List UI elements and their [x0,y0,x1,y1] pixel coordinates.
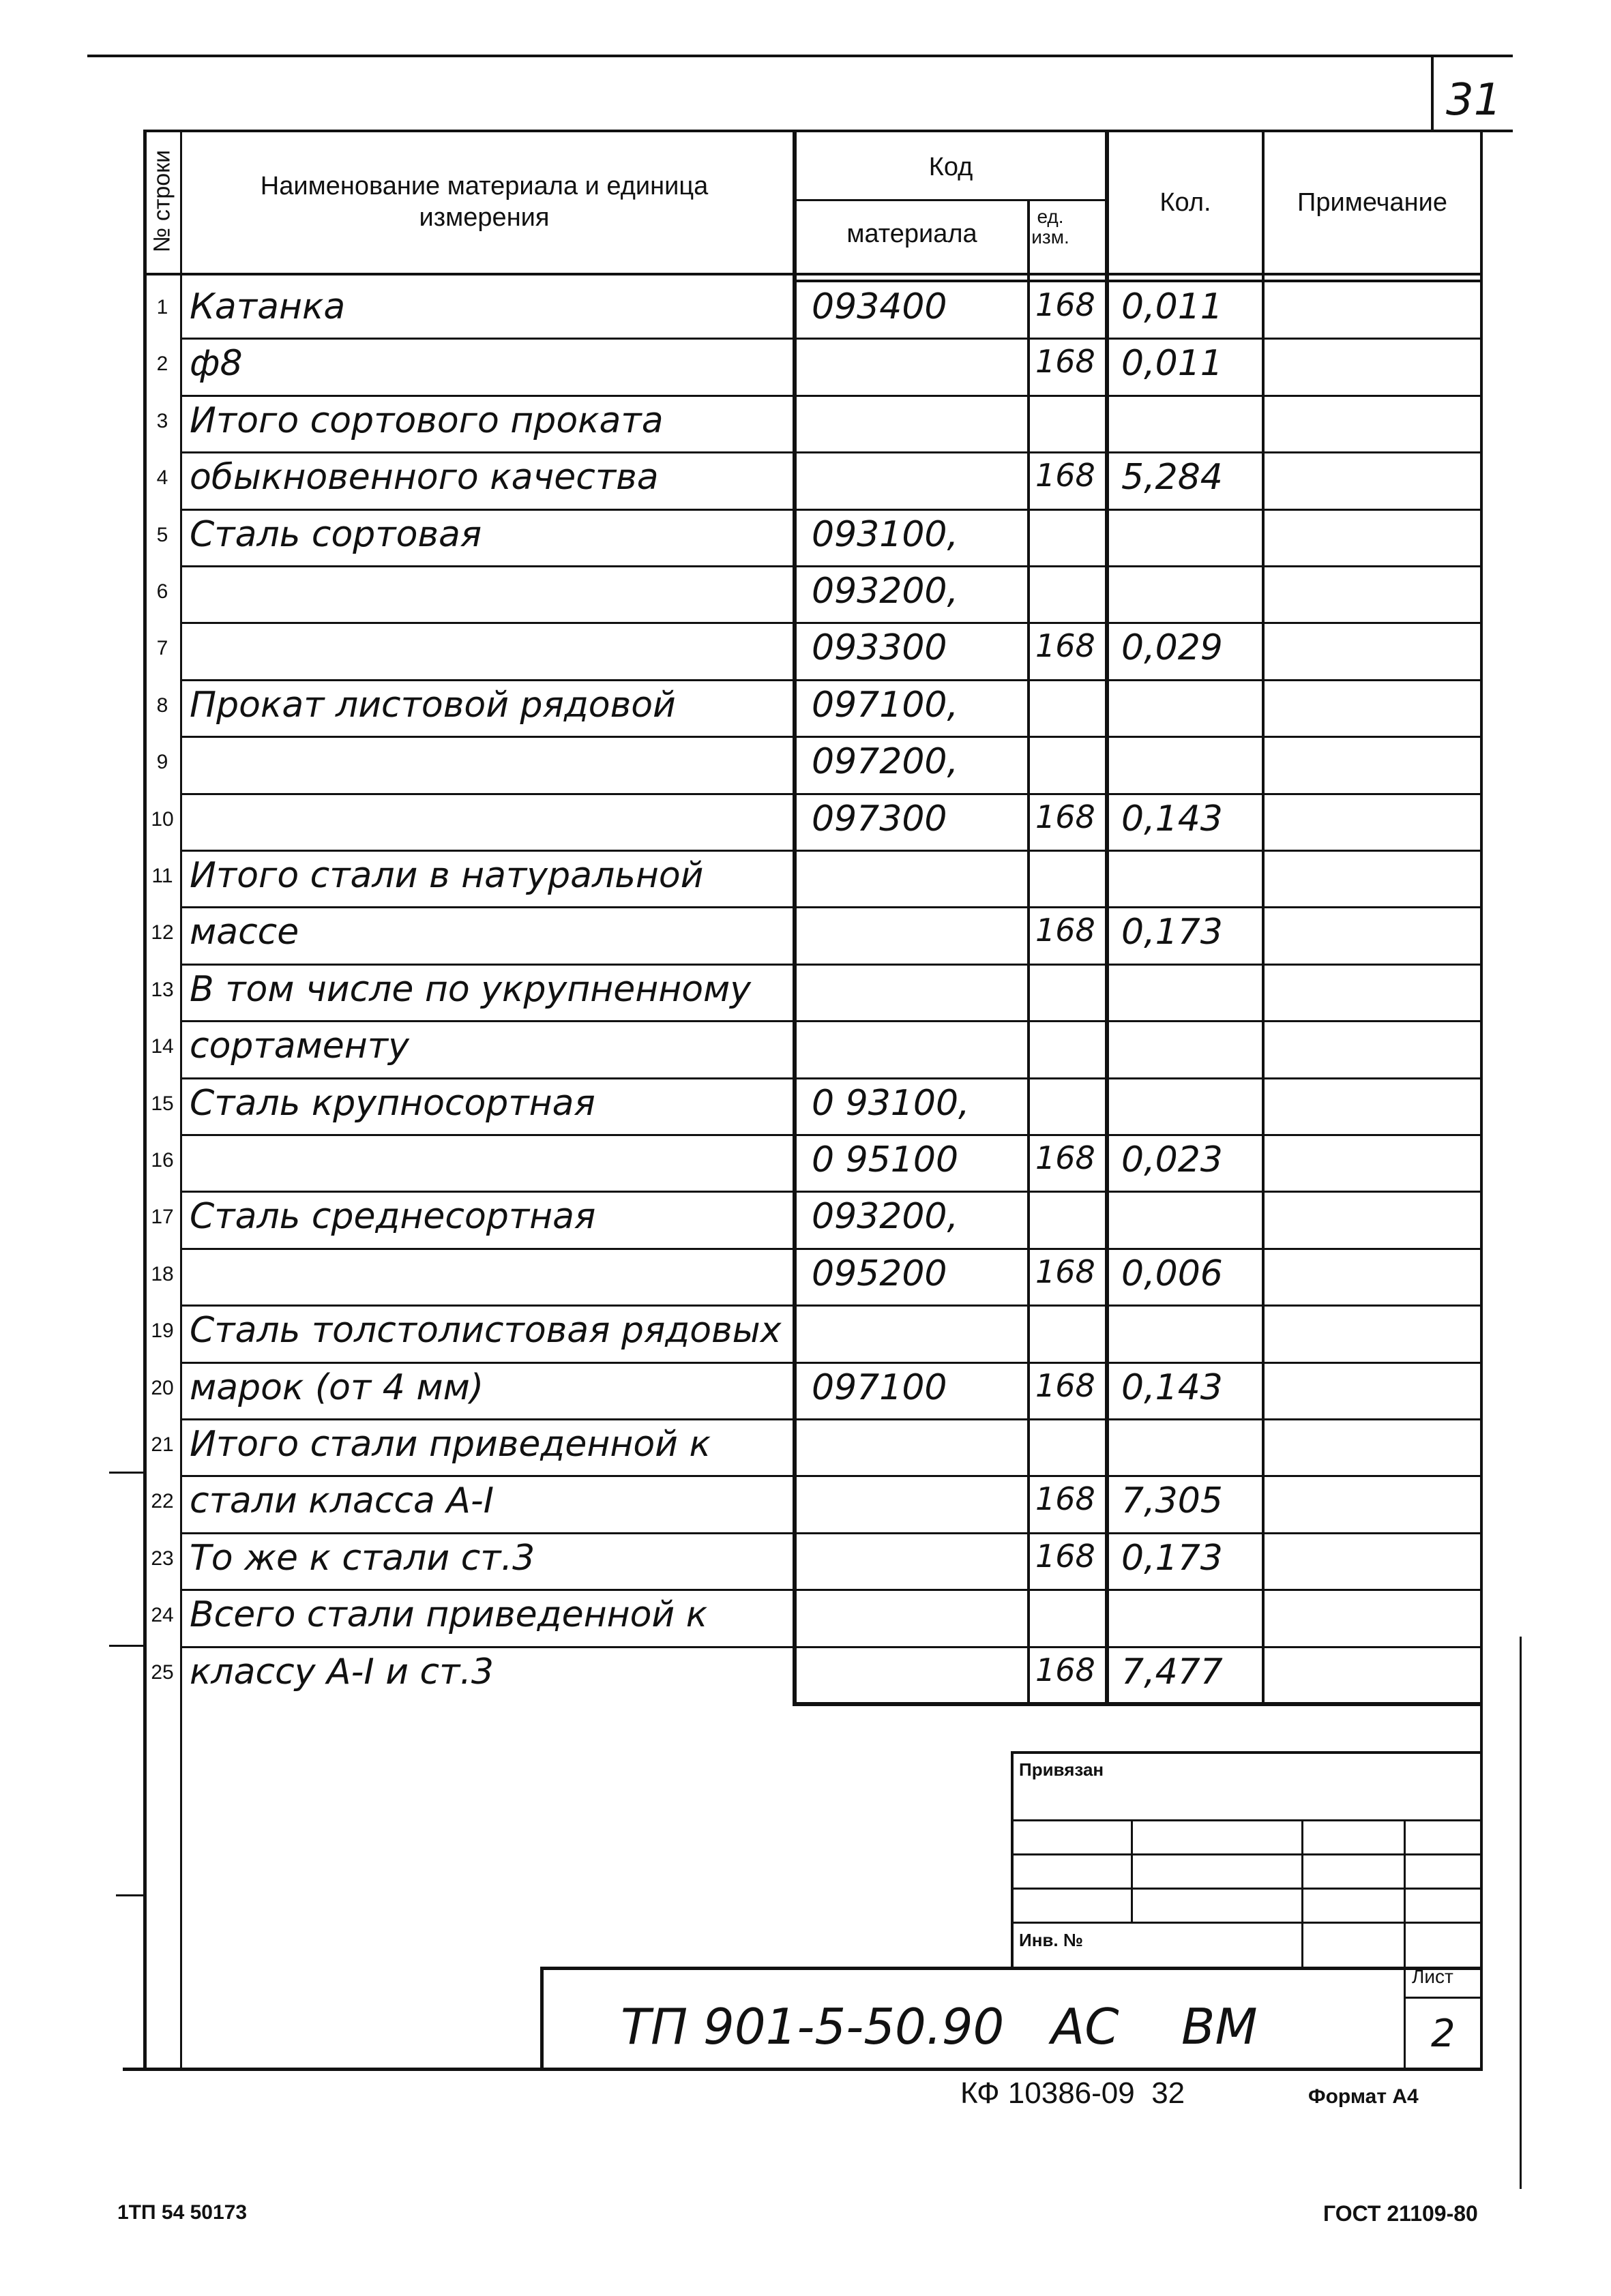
col-note-left [1262,130,1265,1705]
quantity: 0,011 [1121,286,1223,327]
row-divider [180,1020,1480,1022]
col-qty-left [1105,130,1109,1705]
header-bottom-rule [143,273,1483,275]
material-name: Итого стали в натуральной [190,855,704,896]
quantity: 0,143 [1121,799,1223,839]
unit-code: 168 [1035,1652,1095,1688]
frame-bottom [123,2068,1483,2071]
table-bottom [793,1702,1483,1706]
material-code: 093200, [812,571,959,612]
row-divider [180,395,1480,397]
material-name: Всего стали приведенной к [190,1594,708,1635]
unit-code: 168 [1035,1253,1095,1290]
quantity: 0,029 [1121,627,1223,668]
row-number: 20 [151,1377,174,1399]
col-code-left [793,130,797,1705]
tb-main-left [540,1967,544,2069]
unit-code: 168 [1035,1480,1095,1517]
quantity: 0,173 [1121,912,1223,953]
material-name: То же к стали ст.3 [190,1538,535,1579]
material-name: ф8 [190,343,243,384]
margin-tick-1 [109,1472,145,1474]
unit-code: 168 [1035,457,1095,494]
frame-top [143,130,1480,132]
row-number: 9 [156,751,168,773]
tb-vsep-3 [1404,1819,1406,2070]
code-unit-header: ед. изм. [1031,206,1069,248]
row-number: 7 [156,637,168,659]
material-code: 0 95100 [812,1139,959,1180]
unit-code: 168 [1035,799,1095,835]
row-divider [180,622,1480,624]
material-code: 093300 [812,627,947,668]
row-number: 11 [151,865,173,887]
row-number: 21 [151,1433,174,1456]
unit-code: 168 [1035,1538,1095,1575]
code-header: Код [928,153,973,181]
material-code: 095200 [812,1253,947,1294]
tb-vsep-1 [1131,1819,1133,1923]
row-divider [180,338,1480,340]
material-name: стали класса А-I [190,1480,494,1521]
tb-main-top [540,1967,1483,1970]
row-divider [180,1248,1480,1250]
material-name: Итого сортового проката [190,400,664,441]
row-number: 4 [156,466,168,489]
unit-code: 168 [1035,343,1095,380]
tb-rule-2 [1011,1853,1483,1855]
row-number: 18 [151,1263,174,1285]
material-code: 097300 [812,799,947,839]
row-number: 2 [156,353,168,375]
row-divider [180,736,1480,738]
unit-code: 168 [1035,912,1095,949]
material-name: Сталь крупносортная [190,1083,595,1124]
row-number: 14 [151,1035,174,1058]
material-name: Катанка [190,286,346,327]
col-unit-left [1027,200,1030,1705]
row-number: 5 [156,524,168,546]
row-divider [180,964,1480,966]
material-code: 093100, [812,514,959,555]
row-divider [180,850,1480,852]
row-number: 3 [156,410,168,432]
row-divider [180,1077,1480,1079]
row-divider [180,1191,1480,1193]
material-code: 093200, [812,1196,959,1237]
quantity: 0,011 [1121,343,1223,384]
row-divider [180,565,1480,567]
top-rule [87,55,1513,57]
row-number: 13 [151,979,174,1001]
material-name: Сталь среднесортная [190,1196,596,1237]
material-name: В том числе по укрупненному [190,969,752,1010]
material-code: 097100, [812,685,959,726]
tb-rule-3 [1011,1888,1483,1890]
name-header: Наименование материала и единица измерения [260,172,709,232]
material-code: 0 93100, [812,1083,970,1124]
sheet-box-left [1431,57,1434,132]
row-divider [180,906,1480,908]
frame-right [1480,130,1483,2070]
row-divider [180,1646,1480,1648]
quantity: 0,173 [1121,1538,1223,1579]
row-divider [180,1532,1480,1534]
row-divider [180,679,1480,681]
margin-tick-3 [116,1894,145,1896]
quantity: 0,143 [1121,1367,1223,1408]
sheet-number: 31 [1446,75,1502,125]
footer-left-code: 1ТП 54 50173 [117,2201,248,2224]
quantity: 0,006 [1121,1253,1223,1294]
row-number: 8 [156,694,168,717]
tb-rule-4 [1011,1922,1483,1924]
tb-sheet-rule [1404,1997,1483,1999]
quantity: 7,305 [1121,1480,1223,1521]
sheet-value: 2 [1431,2012,1455,2056]
material-code: 097100 [812,1367,947,1408]
material-name: Сталь толстолистовая рядовых [190,1310,782,1351]
material-code: 097200, [812,741,959,782]
bound-label: Привязан [1019,1759,1104,1780]
document-code: ТП 901-5-50.90 АС ВМ [621,1998,1258,2055]
tb-vsep-2 [1301,1819,1303,1968]
material-code: 093400 [812,286,947,327]
row-number: 10 [151,808,174,831]
row-divider [180,1304,1480,1307]
row-number: 12 [151,921,174,944]
footer-right-standard: ГОСТ 21109-80 [1323,2201,1478,2226]
row-divider [180,451,1480,453]
row-number: 25 [151,1661,174,1684]
quantity: 5,284 [1121,457,1223,498]
row-number: 23 [151,1547,174,1570]
unit-code: 168 [1035,627,1095,664]
row-number: 17 [151,1206,174,1228]
quantity: 7,477 [1121,1652,1223,1693]
row-divider [180,1418,1480,1420]
material-name: Прокат листовой рядовой [190,685,676,726]
row-number: 1 [156,296,168,318]
row-number: 16 [151,1149,174,1172]
row-number: 6 [156,580,168,603]
row-divider [180,509,1480,511]
row-divider [180,1362,1480,1364]
material-name: сортаменту [190,1026,409,1067]
unit-code: 168 [1035,1367,1095,1404]
row-number: 24 [151,1604,174,1626]
material-name: обыкновенного качества [190,457,659,498]
quantity: 0,023 [1121,1139,1223,1180]
tb-top [1011,1751,1483,1754]
material-name: марок (от 4 мм) [190,1367,484,1408]
material-name: массе [190,912,299,953]
code-header-rule [793,199,1108,201]
sheet-label: Лист [1412,1966,1453,1987]
code-material-header: материала [846,220,977,248]
header-bottom-rule-2 [793,280,1483,282]
row-divider [180,1134,1480,1136]
row-number: 15 [151,1092,174,1115]
margin-tick-2 [109,1645,145,1647]
row-divider [180,793,1480,795]
note-header: Примечание [1297,188,1447,217]
row-divider [180,1589,1480,1591]
inv-label: Инв. № [1019,1930,1083,1950]
row-number-header: № строки [149,149,175,253]
format-label: Формат А4 [1308,2085,1419,2108]
unit-code: 168 [1035,1139,1095,1176]
tb-rule-1 [1011,1819,1483,1821]
material-name: Итого стали приведенной к [190,1424,711,1465]
col-rownum-sep [180,130,182,2068]
material-name: классу А-I и ст.3 [190,1652,494,1693]
material-name: Сталь сортовая [190,514,482,555]
qty-header: Кол. [1159,188,1211,217]
unit-code: 168 [1035,286,1095,323]
footer-rule [1520,1637,1522,2189]
row-number: 22 [151,1490,174,1512]
stamp-code: КФ 10386-09 32 [960,2076,1185,2110]
tb-left-upper [1011,1751,1014,1969]
row-number: 19 [151,1320,174,1342]
row-divider [180,1475,1480,1477]
